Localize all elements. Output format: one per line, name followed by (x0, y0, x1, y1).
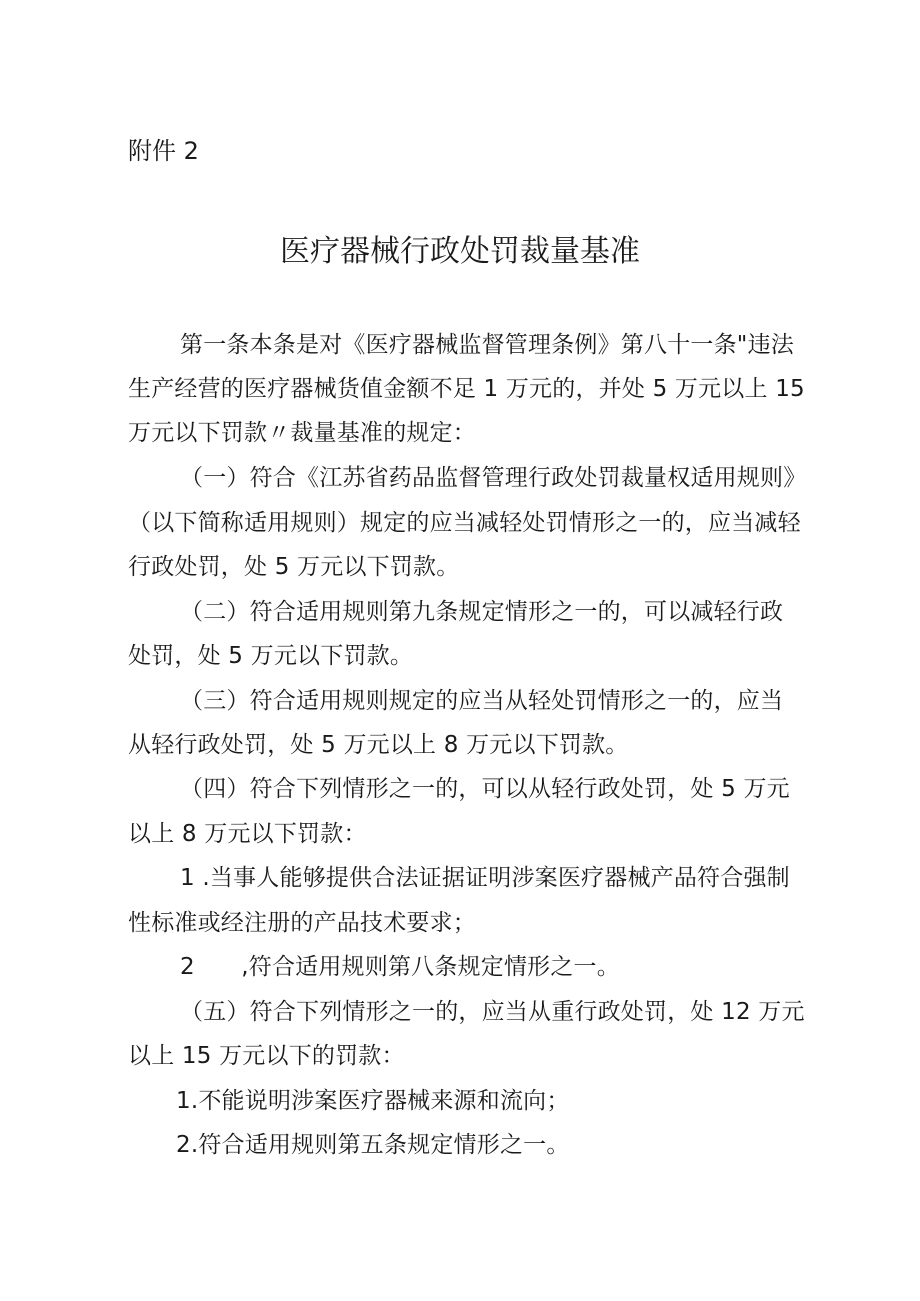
paragraph-line: 生产经营的医疗器械货值金额不足 1 万元的，并处 5 万元以上 15 (128, 376, 805, 402)
paragraph-line: （二）符合适用规则第九条规定情形之一的，可以减轻行政 (180, 599, 784, 625)
paragraph-line: 从轻行政处罚，处 5 万元以上 8 万元以下罚款。 (128, 732, 629, 758)
paragraph-line: （以下简称适用规则）规定的应当减轻处罚情形之一的，应当减轻 (128, 510, 801, 536)
list-item-line: 2.符合适用规则第五条规定情形之一。 (176, 1132, 570, 1158)
paragraph-line: 以上 15 万元以下的罚款： (128, 1043, 405, 1069)
paragraph-line: 万元以下罚款〃裁量基准的规定： (128, 420, 476, 446)
paragraph-line: 处罚，处 5 万元以下罚款。 (128, 643, 414, 669)
paragraph-line: 第一条本条是对《医疗器械监督管理条例》第八十一条"违法 (180, 332, 794, 358)
paragraph-line: 行政处罚，处 5 万元以下罚款。 (128, 554, 460, 580)
paragraph-line: （一）符合《江苏省药品监督管理行政处罚裁量权适用规则》 (180, 465, 807, 491)
list-item-line: 2 ,符合适用规则第八条规定情形之一。 (180, 954, 620, 980)
list-item-line: 1.不能说明涉案医疗器械来源和流向； (176, 1088, 570, 1114)
paragraph-line: 以上 8 万元以下罚款： (128, 821, 367, 847)
paragraph-line: （三）符合适用规则规定的应当从轻处罚情形之一的，应当 (180, 688, 784, 714)
document-title: 医疗器械行政处罚裁量基准 (280, 234, 640, 269)
attachment-label: 附件 2 (128, 137, 199, 165)
list-item-line: 性标准或经注册的产品技术要求； (128, 910, 476, 936)
list-item-line: 1 .当事人能够提供合法证据证明涉案医疗器械产品符合强制 (180, 865, 790, 891)
paragraph-line: （五）符合下列情形之一的，应当从重行政处罚，处 12 万元 (180, 999, 805, 1025)
paragraph-line: （四）符合下列情形之一的，可以从轻行政处罚，处 5 万元 (180, 776, 790, 802)
